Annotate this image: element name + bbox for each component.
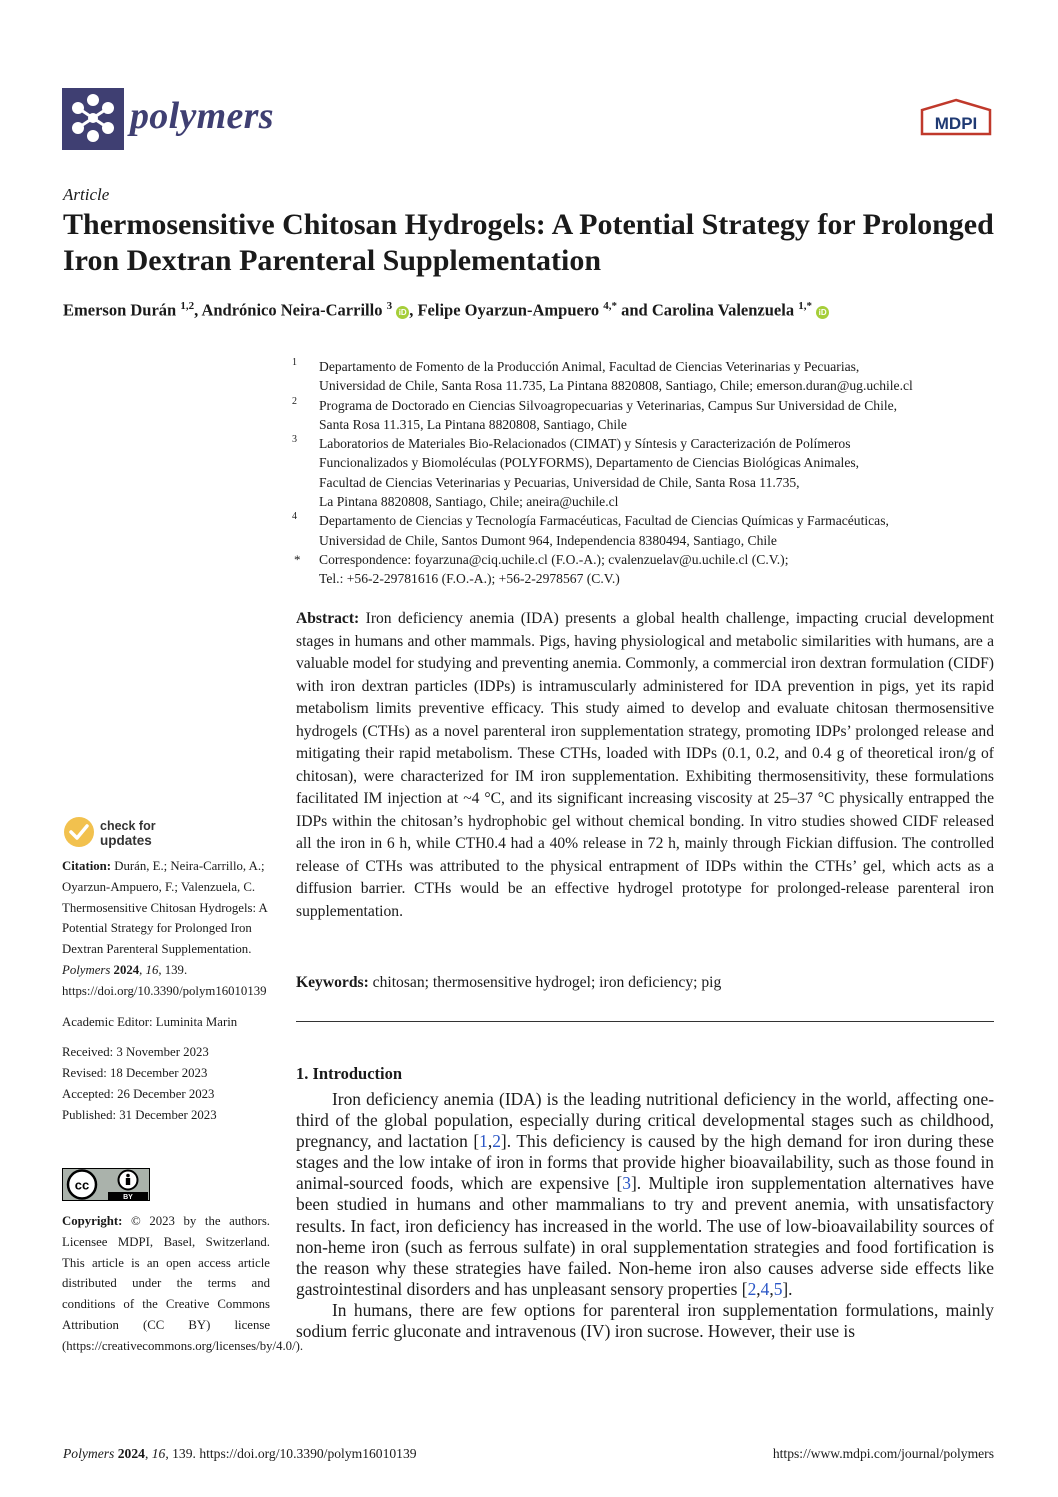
check-icon (64, 817, 94, 847)
affiliation-number: * (294, 551, 301, 567)
affiliation-line: Santa Rosa 11.315, La Pintana 8820808, Santiago, Chile (319, 416, 627, 432)
dates-block (62, 1042, 272, 1126)
author-affiliation: 3 (386, 300, 393, 312)
keywords-label: Keywords: (296, 974, 369, 991)
affiliation-number: 3 (292, 434, 297, 446)
affiliation-item (292, 511, 1002, 550)
citation-year: 2024 (113, 962, 140, 977)
affiliation-line: Correspondence: foyarzuna@ciq.uchile.cl (F.O.-A.); cvalenzuelav@u.uchile.cl (C.V.); (319, 551, 789, 567)
citation-journal: Polymers (62, 962, 111, 977)
correspondence-item (292, 550, 1002, 589)
citation-link[interactable]: 5 (773, 1278, 783, 1299)
affiliation-item (292, 357, 1002, 396)
sidebar (62, 856, 272, 1126)
by-label: BY (123, 1194, 133, 1201)
abstract (296, 608, 994, 923)
affiliations (292, 357, 1002, 589)
publisher-name: MDPI (934, 114, 978, 133)
affiliation-line: Universidad de Chile, Santa Rosa 11.735, La Pintana 8820808, Santiago, Chile; emerson.duran@ug.uchile.cl (319, 378, 913, 394)
citation-volume: 16 (145, 962, 159, 977)
abstract-label: Abstract: (296, 610, 360, 627)
published-date: Published: 31 December 2023 (62, 1108, 217, 1123)
abstract-text: Iron deficiency anemia (IDA) presents a global health challenge, impacting crucial development stages in humans and other mammals. Pigs, having physiological and metabolic similarities with humans, are a valuable model for studying and preventing anemia. Commonly, a commercial iron dextran formulation (CIDF) with iron dextran particles (IDPs) is intramuscularly administered for IDA prevention in pigs, yet its rapid metabolism limits preventive efficacy. This study aimed to develop and evaluate chitosan thermosensitive hydrogels (CTHs) as a novel parenteral iron supplementation strategy, promoting IDPs’ prolonged release and mitigating their rapid metabolism. These CTHs, loaded with IDPs (0.1, 0.2, and 0.4 g of theoretical iron/g of chitosan), were characterized for IM iron supplementation. Exhibiting thermosensitivity, these formulations facilitated IM injection at ~4 °C, and its significant increasing viscosity at 25–37 °C physically entrapped the IDPs within the chitosan’s hydrophobic gel without chemical bonding. In vitro studies showed CIDF released all the iron in 6 h, while CTH0.4 had a 40% release in 72 h, mainly through Fickian diffusion. The controlled release of CTHs was attributed to the physical entrapment of IDPs within the CTHs’ gel, which acts as a diffusion barrier. CTHs would be an effective hydrogel prototype for prolonged-release parenteral iron supplementation. (296, 610, 994, 920)
author-list: Emerson Durán $^{1,2}$, Andrónico Neira-Carrillo $^3$ iD , Felipe Oyarzun-Ampuero $^{4,*}$ and Carolina Valenzuela $^{1,*}$ iD (63, 300, 998, 321)
academic-editor: Academic Editor: Luminita Marin (62, 1014, 238, 1029)
check-updates-line1: check for (100, 819, 156, 833)
affiliation-line: Departamento de Ciencias y Tecnología Farmacéuticas, Facultad de Ciencias Químicas y Farmacéuticas, (319, 513, 889, 529)
received-date: Received: 3 November 2023 (62, 1045, 209, 1060)
affiliation-item (292, 396, 1002, 435)
keywords-text: chitosan; thermosensitive hydrogel; iron deficiency; pig (372, 974, 722, 991)
affiliation-line: Departamento de Fomento de la Producción Animal, Facultad de Ciencias Veterinarias y Pecuarias, (319, 359, 860, 374)
citation-text: Durán, E.; Neira-Carrillo, A.; Oyarzun-Ampuero, F.; Valenzuela, C. Thermosensitive Chitosan Hydrogels: A Potential Strategy for Prolonged Iron Dextran Parenteral Supplementation. (62, 859, 268, 957)
copyright-block (62, 1211, 304, 1357)
paragraph-text: ]. Multiple iron supplementation alternatives have been studied in humans and other mammalians to try and prevent anemia, with unsatisfactory results. In fact, iron deficiency has increased in the world. The use of low-bioavailability sources of non-heme iron (such as ferrous sulfate) in oral supplementation strategies and food fortification is the reason why these strategies have failed. Non-heme iron also causes adverse side effects like gastrointestinal disorders and has unpleasant sensory properties [ (296, 1173, 994, 1299)
affiliation-line: Facultad de Ciencias Veterinarias y Pecuarias, Universidad de Chile, Santa Rosa 11.735, (319, 474, 800, 490)
section-heading: 1. Introduction (296, 1064, 403, 1083)
check-for-updates-badge[interactable] (62, 815, 202, 851)
citation-link[interactable]: 3 (622, 1173, 631, 1194)
copyright-label: Copyright: (62, 1214, 123, 1228)
affiliation-line: Universidad de Chile, Santos Dumont 964, Independencia 8380494, Santiago, Chile (319, 532, 777, 548)
citation-block: Citation: Durán, E.; Neira-Carrillo, A.; Oyarzun-Ampuero, F.; Valenzuela, C. Thermosensitive Chitosan Hydrogels: A Potential Strategy for Prolonged Iron Dextran Parenteral Supplementation. Polymers 2024, 16, 139. https://doi.org/10.3390/polym16010139 (62, 859, 268, 998)
cc-by-license-badge[interactable] (62, 1168, 150, 1201)
author-affiliation: 1,* (798, 300, 812, 312)
article-type: Article (63, 185, 110, 204)
journal-name: polymers (130, 95, 274, 137)
article-title: Thermosensitive Chitosan Hydrogels: A Potential Strategy for Prolonged Iron Dextran Parenteral Supplementation (63, 208, 994, 277)
orcid-icon[interactable]: iD (396, 306, 409, 319)
author-name: Carolina Valenzuela (651, 300, 795, 320)
footer-doi[interactable]: , 139. https://doi.org/10.3390/polym16010139 (165, 1446, 417, 1461)
citation-separator: , (487, 1131, 493, 1152)
affiliation-number: 4 (292, 511, 297, 523)
paragraph-text: ]. (782, 1278, 793, 1299)
mdpi-logo-icon (918, 98, 994, 138)
footer-volume: 16 (151, 1446, 166, 1461)
citation-separator: , (756, 1278, 761, 1299)
footer-journal: Polymers (63, 1446, 115, 1461)
author-name: Andrónico Neira-Carrillo (201, 300, 383, 320)
author-name: Felipe Oyarzun-Ampuero (417, 300, 600, 320)
paragraph (296, 1089, 994, 1300)
affiliation-line: Funcionalizados y Biomoléculas (POLYFORMS), Departamento de Ciencias Biológicas Animales, (319, 455, 860, 471)
citation-link[interactable]: 2 (747, 1278, 757, 1299)
citation-link[interactable]: 4 (760, 1278, 770, 1299)
section-divider (296, 1021, 994, 1022)
affiliation-line: Laboratorios de Materiales Bio-Relacionados (CIMAT) y Síntesis y Caracterización de Polímeros (319, 436, 851, 452)
footer-citation: Polymers 2024, 16, 139. https://doi.org/10.3390/polym16010139 (63, 1446, 417, 1461)
paragraph: In humans, there are few options for parenteral iron supplementation formulations, mainly sodium ferric gluconate and intravenous (IV) iron sucrose. However, their use is (296, 1299, 994, 1342)
affiliation-line: Tel.: +56-2-29781616 (F.O.-A.); +56-2-2978567 (C.V.) (319, 571, 620, 587)
check-updates-line2: updates (100, 833, 152, 848)
paragraph-text: Iron deficiency anemia (IDA) is the leading nutritional deficiency in the world, affecting one-third of the global population, especially during critical developmental stages such as childhood, pregnancy, and lactation [ (296, 1089, 994, 1152)
citation-link[interactable]: 2 (492, 1131, 501, 1152)
cc-label: cc (74, 1177, 90, 1193)
citation-doi[interactable]: , 139. https://doi.org/10.3390/polym16010139 (62, 962, 267, 998)
author-affiliation: 4,* (603, 300, 617, 312)
footer-year: 2024 (117, 1446, 145, 1461)
citation-separator: , (769, 1278, 774, 1299)
citation-label: Citation: (62, 859, 112, 873)
accepted-date: Accepted: 26 December 2023 (62, 1087, 215, 1102)
affiliation-line: Programa de Doctorado en Ciencias Silvoagropecuarias y Veterinarias, Campus Sur Universidad de Chile, (319, 397, 898, 413)
affiliation-item (292, 434, 1002, 511)
author-affiliation: 1,2 (180, 300, 195, 312)
polymers-logo-icon (62, 88, 124, 150)
author-name: Emerson Durán (63, 300, 177, 320)
citation-link[interactable]: 1 (479, 1131, 488, 1152)
keywords (296, 974, 994, 992)
introduction-body (296, 1089, 994, 1342)
paragraph-text: ]. This deficiency is caused by the high demand for iron during these stages and the low intake of iron in forms that provide higher bioavailability, such as those found in animal-sourced foods, which are expensive [ (296, 1131, 994, 1194)
orcid-icon[interactable]: iD (816, 306, 829, 319)
copyright-text: © 2023 by the authors. Licensee MDPI, Basel, Switzerland. This article is an open access article distributed under the terms and conditions of the Creative Commons Attribution (CC BY) license (https://creativecommons.org/licenses/by/4.0/). (62, 1214, 304, 1353)
affiliation-number: 2 (292, 395, 297, 407)
revised-date: Revised: 18 December 2023 (62, 1066, 208, 1081)
affiliation-line: La Pintana 8820808, Santiago, Chile; aneira@uchile.cl (319, 494, 619, 510)
affiliation-number: 1 (292, 357, 297, 368)
footer-journal-url[interactable]: https://www.mdpi.com/journal/polymers (772, 1446, 994, 1461)
